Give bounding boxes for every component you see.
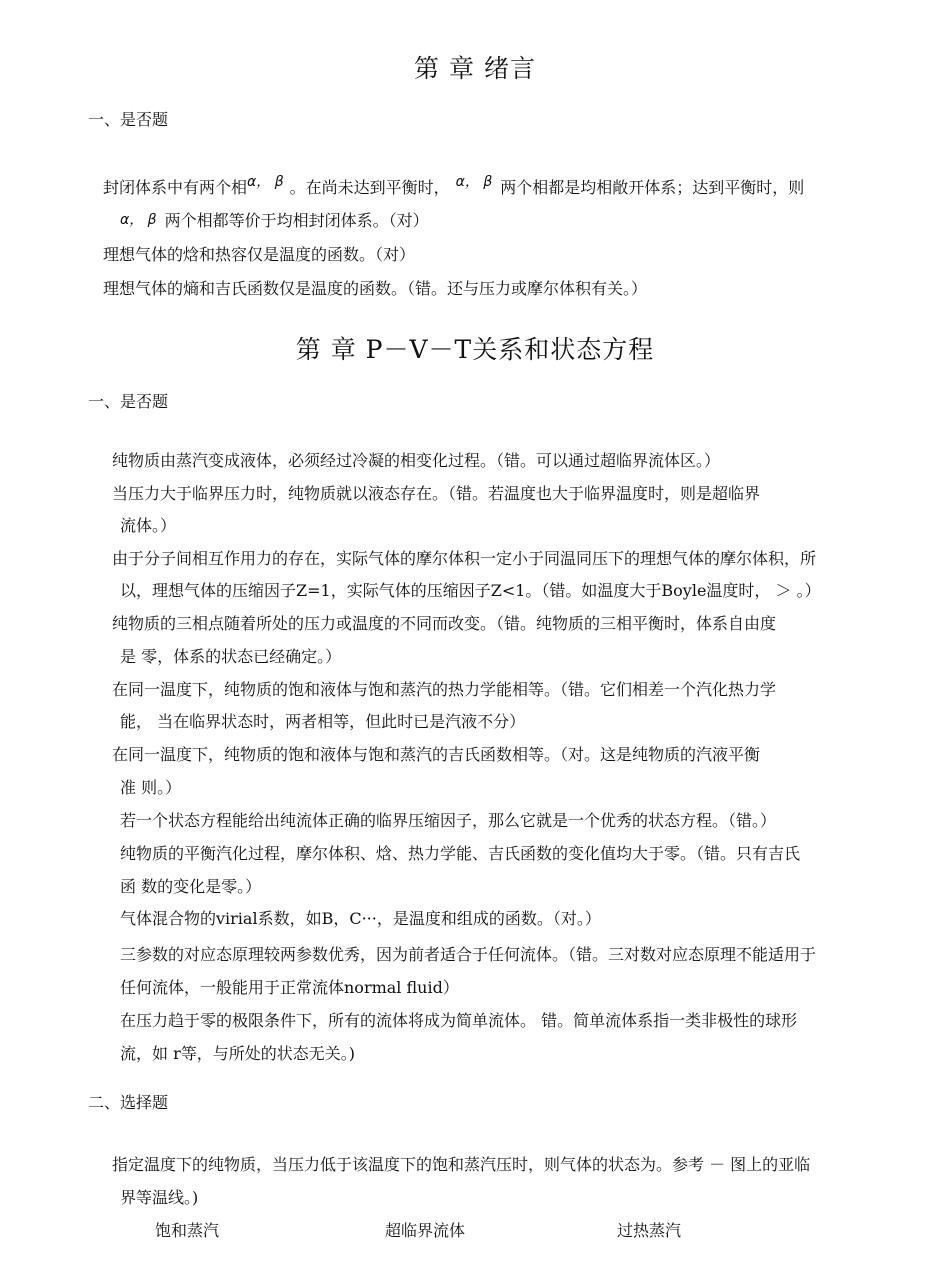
ch2-line: 以，理想气体的压缩因子Z=1，实际气体的压缩因子Z<1。（错。如温度大于Boyle温度时， ＞ 。） [120,581,821,600]
ch1-question-1-line-1 [103,174,805,199]
mc-question-line: 指定温度下的纯物质，当压力低于该温度下的饱和蒸汽压时，则气体的状态为。参考 － 图上的亚临 [112,1155,811,1174]
chapter-1-section-heading: 一、是否题 [88,110,169,129]
alpha-beta-symbol: α， β [247,174,284,190]
ch2-line: 在同一温度下，纯物质的饱和液体与饱和蒸汽的热力学能相等。（错。它们相差一个汽化热力学 [112,680,777,699]
ch2-line: 三参数的对应态原理较两参数优秀，因为前者适合于任何流体。（错。三对数对应态原理不能适用于 [120,945,817,964]
ch2-line: 准 则。） [120,778,182,797]
mc-option: 过热蒸汽 [617,1221,682,1240]
ch2-line: 在同一温度下，纯物质的饱和液体与饱和蒸汽的吉氏函数相等。（对。这是纯物质的汽液平衡 [112,745,761,764]
ch2-line: 纯物质由蒸汽变成液体，必须经过冷凝的相变化过程。（错。可以通过超临界流体区。） [112,451,721,470]
ch2-line: 纯物质的平衡汽化过程，摩尔体积、焓、热力学能、吉氏函数的变化值均大于零。（错。只有吉氏 [120,844,801,863]
q1-text-d: 两个相都等价于均相封闭体系。（对） [164,211,429,230]
ch2-line: 纯物质的三相点随着所处的压力或温度的不同而改变。（错。纯物质的三相平衡时，体系自由度 [112,614,777,633]
q1-text-b: 。在尚未达到平衡时， [289,178,450,197]
chapter-2-section-2-heading: 二、选择题 [88,1093,169,1112]
ch2-line: 在压力趋于零的极限条件下，所有的流体将成为简单流体。 错。简单流体系指一类非极性的球形 [120,1011,798,1030]
ch2-line: 由于分子间相互作用力的存在，实际气体的摩尔体积一定小于同温同压下的理想气体的摩尔体积，所 [112,549,817,568]
ch1-question-3: 理想气体的熵和吉氏函数仅是温度的函数。（错。还与压力或摩尔体积有关。） [103,279,648,298]
ch2-line: 若一个状态方程能给出纯流体正确的临界压缩因子，那么它就是一个优秀的状态方程。（错。） [120,811,777,830]
chapter-1-title: 第 章 绪言 [414,54,536,83]
mc-option: 超临界流体 [385,1221,466,1240]
ch2-line: 是 零，体系的状态已经确定。） [120,647,342,666]
ch2-line: 当压力大于临界压力时，纯物质就以液态存在。（错。若温度也大于临界温度时，则是超临界 [112,484,761,503]
chapter-2-title: 第 章 P－V－T关系和状态方程 [295,335,655,364]
ch2-line: 函 数的变化是零。） [120,877,262,896]
mc-question-line: 界等温线。) [120,1188,199,1207]
mc-option: 饱和蒸汽 [155,1221,220,1240]
ch2-line: 流，如 r等，与所处的状态无关。) [120,1044,355,1063]
alpha-beta-symbol: α， β [455,174,493,190]
ch1-question-1-line-2 [120,211,429,232]
ch1-question-2: 理想气体的焓和热容仅是温度的函数。（对） [103,245,416,264]
q1-text-a: 封闭体系中有两个相 [103,178,248,197]
ch2-line: 能， 当在临界状态时，两者相等，但此时已是汽液不分） [120,712,526,731]
chapter-2-section-heading: 一、是否题 [88,392,169,411]
alpha-beta-symbol: α， β [120,212,157,228]
ch2-line: 流体。） [120,516,177,535]
ch2-line: 气体混合物的virial系数，如B，C···，是温度和组成的函数。（对。） [120,909,601,928]
q1-text-c: 两个相都是均相敞开体系；达到平衡时，则 [500,178,805,197]
ch2-line: 任何流体，一般能用于正常流体normal fluid） [120,978,459,997]
